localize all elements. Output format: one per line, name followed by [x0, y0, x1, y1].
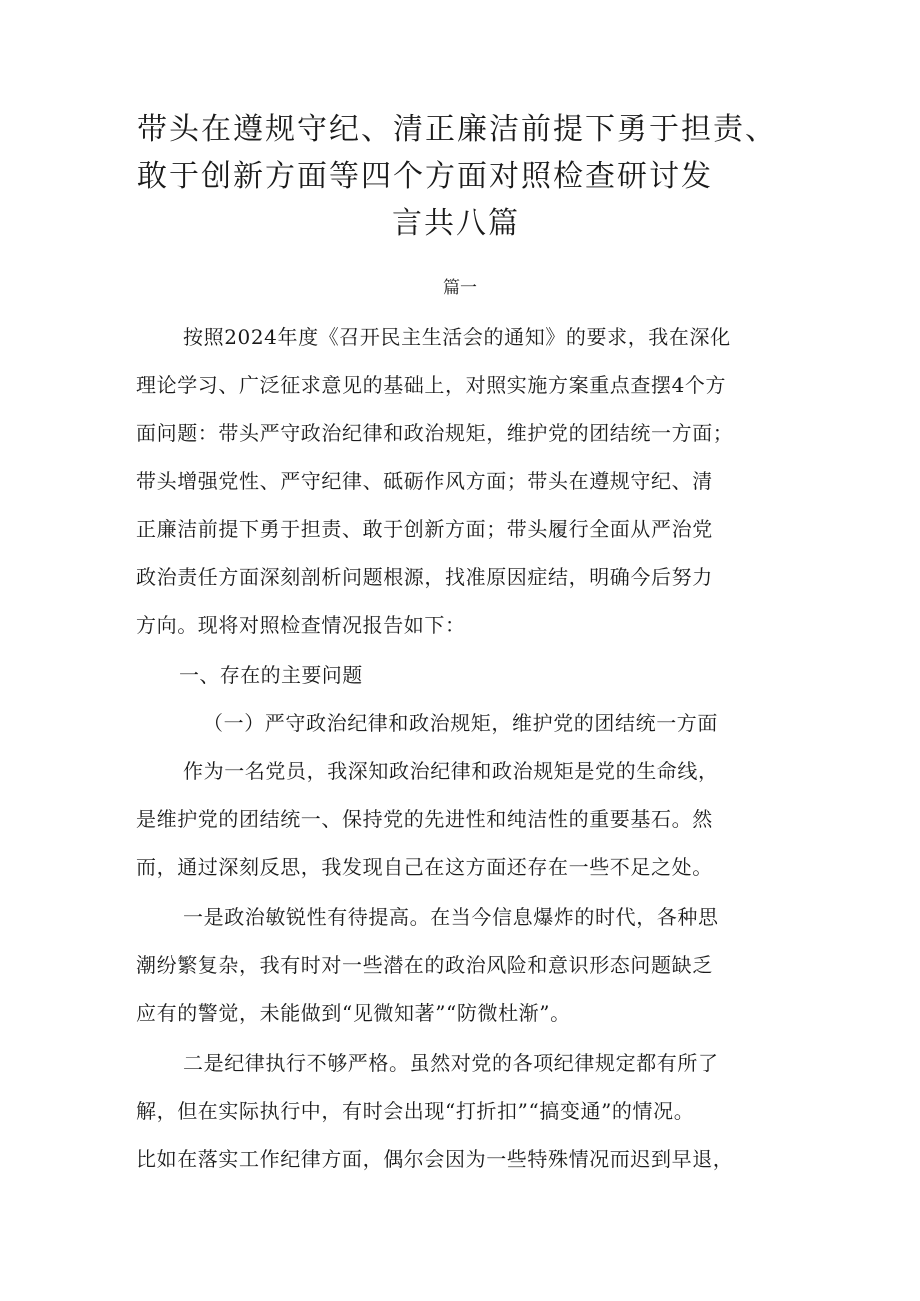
document-title-line-3: 言共八篇 [392, 206, 520, 241]
paragraph-3-line: 一是政治敏锐性有待提高。在当今信息爆炸的时代，各种思 [183, 905, 719, 929]
paragraph-3-line: 潮纷繁复杂，我有时对一些潜在的政治风险和意识形态问题缺乏 [136, 953, 713, 977]
paragraph-1-line: 带头增强党性、严守纪律、砥砺作风方面；带头在遵规守纪、清 [136, 469, 713, 493]
paragraph-1-line: 正廉洁前提下勇于担责、敢于创新方面；带头履行全面从严治党 [136, 517, 713, 541]
paragraph-2-line: 作为一名党员，我深知政治纪律和政治规矩是党的生命线， [183, 759, 719, 783]
paragraph-4-line: 二是纪律执行不够严格。虽然对党的各项纪律规定都有所了 [183, 1051, 719, 1075]
paragraph-1-line: 方向。现将对照检查情况报告如下： [136, 613, 466, 637]
paragraph-4-line: 比如在落实工作纪律方面，偶尔会因为一些特殊情况而迟到早退， [136, 1147, 734, 1171]
paragraph-1-line: 理论学习、广泛征求意见的基础上，对照实施方案重点查摆4个方 [136, 373, 727, 397]
subsection-heading: （一）严守政治纪律和政治规矩，维护党的团结统一方面 [203, 711, 718, 735]
document-title-line-2: 敢于创新方面等四个方面对照检查研讨发 [137, 159, 713, 194]
section-heading-problems: 一、存在的主要问题 [179, 663, 363, 687]
paragraph-2-line: 而，通过深刻反思，我发现自己在这方面还存在一些不足之处。 [136, 855, 713, 879]
paragraph-1-line: 面问题：带头严守政治纪律和政治规矩，维护党的团结统一方面； [136, 421, 734, 445]
paragraph-4-line: 解，但在实际执行中，有时会出现“打折扣”“搞变通”的情况。 [136, 1099, 695, 1123]
paragraph-2-line: 是维护党的团结统一、保持党的先进性和纯洁性的重要基石。然 [136, 807, 713, 831]
paragraph-1-line: 政治责任方面深刻剖析问题根源，找准原因症结，明确今后努力 [136, 565, 713, 589]
document-title-line-1: 带头在遵规守纪、清正廉洁前提下勇于担责、 [137, 112, 777, 147]
paragraph-1-line: 按照2024年度《召开民主生活会的通知》的要求，我在深化 [183, 325, 731, 349]
paragraph-3-line: 应有的警觉，未能做到“见微知著”“防微杜渐”。 [136, 1001, 571, 1025]
section-label: 篇一 [443, 278, 477, 298]
